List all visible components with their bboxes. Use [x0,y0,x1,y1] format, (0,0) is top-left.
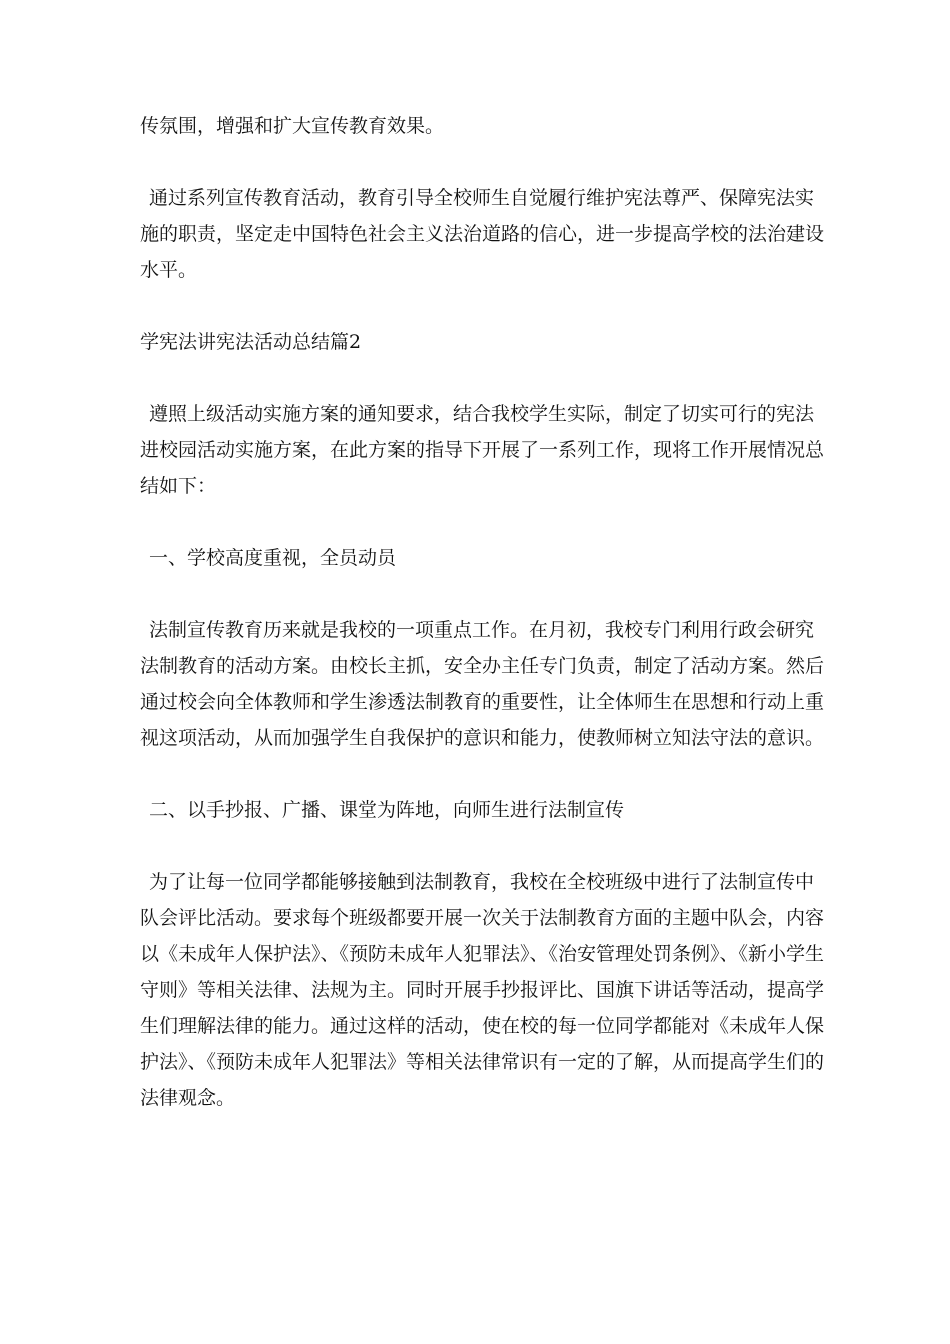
paragraph-two: 为了让每一位同学都能够接触到法制教育，我校在全校班级中进行了法制宣传中队会评比活动。要求每个班级都要开展一次关于法制教育方面的主题中队会，内容以《未成年人保护法》、《预防未成年人犯罪法》、《治安管理处罚条例》、《新小学生守则》等相关法律、法规为主。同时开展手抄报评比、国旗下讲话等活动，提高学生们理解法律的能力。通过这样的活动，使在校的每一位同学都能对《未成年人保护法》、《预防未成年人犯罪法》等相关法律常识有一定的了解，从而提高学生们的法律观念。 [140,871,825,1109]
paragraph-continuation: 传氛围，增强和扩大宣传教育效果。 [140,115,445,137]
paragraph-one: 法制宣传教育历来就是我校的一项重点工作。在月初，我校专门利用行政会研究法制教育的活动方案。由校长主抓，安全办主任专门负责，制定了活动方案。然后通过校会向全体教师和学生渗透法制教育的重要性，让全体师生在思想和行动上重视这项活动，从而加强学生自我保护的意识和能力，使教师树立知法守法的意识。 [140,619,825,749]
paragraph-intro: 遵照上级活动实施方案的通知要求，结合我校学生实际，制定了切实可行的宪法进校园活动实施方案，在此方案的指导下开展了一系列工作，现将工作开展情况总结如下： [140,403,825,497]
section-title: 学宪法讲宪法活动总结篇2 [140,331,362,353]
paragraph-summary: 通过系列宣传教育活动，教育引导全校师生自觉履行维护宪法尊严、保障宪法实施的职责，坚定走中国特色社会主义法治道路的信心，进一步提高学校的法治建设水平。 [140,187,825,281]
document-body [140,108,830,1152]
subheading-two: 二、以手抄报、广播、课堂为阵地，向师生进行法制宣传 [149,799,625,821]
subheading-one: 一、学校高度重视，全员动员 [149,547,397,569]
